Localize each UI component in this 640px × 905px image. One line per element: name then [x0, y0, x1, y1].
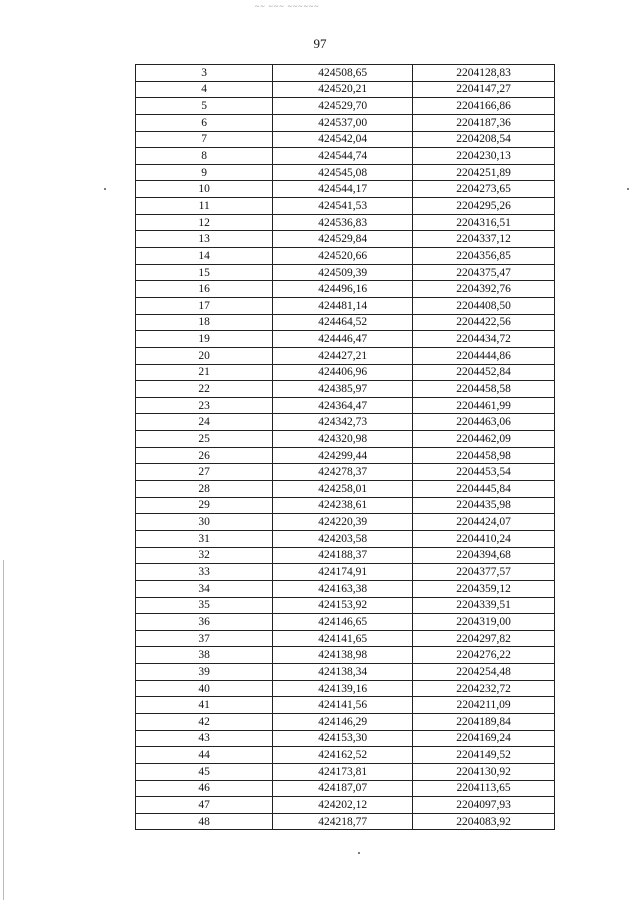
x-coordinate-cell: 424446,47 — [273, 331, 413, 348]
point-number-cell: 20 — [136, 347, 273, 364]
point-number-cell: 47 — [136, 797, 273, 814]
x-coordinate-cell: 424536,83 — [273, 214, 413, 231]
scan-speck — [627, 188, 629, 190]
y-coordinate-cell: 2204297,82 — [413, 630, 555, 647]
point-number-cell: 36 — [136, 614, 273, 631]
point-number-cell: 11 — [136, 198, 273, 215]
x-coordinate-cell: 424138,34 — [273, 664, 413, 681]
table-row — [136, 431, 555, 448]
y-coordinate-cell: 2204434,72 — [413, 331, 555, 348]
table-row — [136, 747, 555, 764]
table-row — [136, 447, 555, 464]
x-coordinate-cell: 424153,92 — [273, 597, 413, 614]
point-number-cell: 40 — [136, 680, 273, 697]
point-number-cell: 10 — [136, 181, 273, 198]
table-row — [136, 297, 555, 314]
point-number-cell: 4 — [136, 81, 273, 98]
y-coordinate-cell: 2204422,56 — [413, 314, 555, 331]
point-number-cell: 18 — [136, 314, 273, 331]
table-row — [136, 397, 555, 414]
point-number-cell: 39 — [136, 664, 273, 681]
x-coordinate-cell: 424187,07 — [273, 780, 413, 797]
point-number-cell: 48 — [136, 813, 273, 830]
point-number-cell: 3 — [136, 65, 273, 82]
point-number-cell: 42 — [136, 713, 273, 730]
y-coordinate-cell: 2204232,72 — [413, 680, 555, 697]
x-coordinate-cell: 424496,16 — [273, 281, 413, 298]
x-coordinate-cell: 424299,44 — [273, 447, 413, 464]
table-row — [136, 281, 555, 298]
table-row — [136, 780, 555, 797]
point-number-cell: 43 — [136, 730, 273, 747]
y-coordinate-cell: 2204375,47 — [413, 264, 555, 281]
x-coordinate-cell: 424542,04 — [273, 131, 413, 148]
y-coordinate-cell: 2204189,84 — [413, 713, 555, 730]
table-row — [136, 231, 555, 248]
point-number-cell: 44 — [136, 747, 273, 764]
table-row — [136, 763, 555, 780]
scan-speck — [358, 852, 360, 854]
x-coordinate-cell: 424544,17 — [273, 181, 413, 198]
x-coordinate-cell: 424218,77 — [273, 813, 413, 830]
y-coordinate-cell: 2204128,83 — [413, 65, 555, 82]
point-number-cell: 7 — [136, 131, 273, 148]
table-row — [136, 114, 555, 131]
table-row — [136, 481, 555, 498]
y-coordinate-cell: 2204337,12 — [413, 231, 555, 248]
y-coordinate-cell: 2204169,24 — [413, 730, 555, 747]
x-coordinate-cell: 424529,84 — [273, 231, 413, 248]
y-coordinate-cell: 2204149,52 — [413, 747, 555, 764]
point-number-cell: 35 — [136, 597, 273, 614]
x-coordinate-cell: 424141,56 — [273, 697, 413, 714]
y-coordinate-cell: 2204316,51 — [413, 214, 555, 231]
x-coordinate-cell: 424508,65 — [273, 65, 413, 82]
scan-edge-line — [3, 560, 4, 900]
table-row — [136, 547, 555, 564]
table-row — [136, 164, 555, 181]
y-coordinate-cell: 2204083,92 — [413, 813, 555, 830]
y-coordinate-cell: 2204410,24 — [413, 530, 555, 547]
x-coordinate-cell: 424153,30 — [273, 730, 413, 747]
x-coordinate-cell: 424464,52 — [273, 314, 413, 331]
coordinates-table — [135, 64, 555, 830]
y-coordinate-cell: 2204187,36 — [413, 114, 555, 131]
x-coordinate-cell: 424174,91 — [273, 564, 413, 581]
point-number-cell: 37 — [136, 630, 273, 647]
x-coordinate-cell: 424545,08 — [273, 164, 413, 181]
x-coordinate-cell: 424188,37 — [273, 547, 413, 564]
table-row — [136, 680, 555, 697]
y-coordinate-cell: 2204424,07 — [413, 514, 555, 531]
x-coordinate-cell: 424481,14 — [273, 297, 413, 314]
table-row — [136, 131, 555, 148]
point-number-cell: 31 — [136, 530, 273, 547]
point-number-cell: 14 — [136, 248, 273, 265]
table-row — [136, 664, 555, 681]
x-coordinate-cell: 424406,96 — [273, 364, 413, 381]
point-number-cell: 29 — [136, 497, 273, 514]
table-row — [136, 264, 555, 281]
x-coordinate-cell: 424520,21 — [273, 81, 413, 98]
y-coordinate-cell: 2204462,09 — [413, 431, 555, 448]
x-coordinate-cell: 424173,81 — [273, 763, 413, 780]
table-row — [136, 630, 555, 647]
table-row — [136, 314, 555, 331]
x-coordinate-cell: 424278,37 — [273, 464, 413, 481]
point-number-cell: 5 — [136, 98, 273, 115]
table-row — [136, 248, 555, 265]
x-coordinate-cell: 424537,00 — [273, 114, 413, 131]
scan-artifact-text: ~~ ~~~ ~~~~~~ — [255, 2, 320, 11]
y-coordinate-cell: 2204435,98 — [413, 497, 555, 514]
y-coordinate-cell: 2204359,12 — [413, 580, 555, 597]
table-row — [136, 597, 555, 614]
point-number-cell: 15 — [136, 264, 273, 281]
table-row — [136, 98, 555, 115]
point-number-cell: 28 — [136, 481, 273, 498]
y-coordinate-cell: 2204445,84 — [413, 481, 555, 498]
x-coordinate-cell: 424541,53 — [273, 198, 413, 215]
y-coordinate-cell: 2204251,89 — [413, 164, 555, 181]
table-row — [136, 697, 555, 714]
y-coordinate-cell: 2204166,86 — [413, 98, 555, 115]
x-coordinate-cell: 424258,01 — [273, 481, 413, 498]
table-row — [136, 580, 555, 597]
table-row — [136, 530, 555, 547]
point-number-cell: 25 — [136, 431, 273, 448]
point-number-cell: 33 — [136, 564, 273, 581]
x-coordinate-cell: 424162,52 — [273, 747, 413, 764]
y-coordinate-cell: 2204211,09 — [413, 697, 555, 714]
y-coordinate-cell: 2204453,54 — [413, 464, 555, 481]
point-number-cell: 41 — [136, 697, 273, 714]
table-row — [136, 364, 555, 381]
x-coordinate-cell: 424139,16 — [273, 680, 413, 697]
y-coordinate-cell: 2204276,22 — [413, 647, 555, 664]
page-number: 97 — [313, 36, 327, 51]
x-coordinate-cell: 424509,39 — [273, 264, 413, 281]
x-coordinate-cell: 424138,98 — [273, 647, 413, 664]
x-coordinate-cell: 424146,29 — [273, 713, 413, 730]
x-coordinate-cell: 424320,98 — [273, 431, 413, 448]
y-coordinate-cell: 2204339,51 — [413, 597, 555, 614]
table-row — [136, 813, 555, 830]
point-number-cell: 12 — [136, 214, 273, 231]
scan-speck — [104, 188, 106, 190]
y-coordinate-cell: 2204230,13 — [413, 148, 555, 165]
y-coordinate-cell: 2204377,57 — [413, 564, 555, 581]
x-coordinate-cell: 424141,65 — [273, 630, 413, 647]
point-number-cell: 30 — [136, 514, 273, 531]
table-row — [136, 414, 555, 431]
point-number-cell: 45 — [136, 763, 273, 780]
x-coordinate-cell: 424146,65 — [273, 614, 413, 631]
y-coordinate-cell: 2204113,65 — [413, 780, 555, 797]
x-coordinate-cell: 424427,21 — [273, 347, 413, 364]
table-row — [136, 514, 555, 531]
point-number-cell: 27 — [136, 464, 273, 481]
x-coordinate-cell: 424364,47 — [273, 397, 413, 414]
y-coordinate-cell: 2204452,84 — [413, 364, 555, 381]
y-coordinate-cell: 2204273,65 — [413, 181, 555, 198]
point-number-cell: 17 — [136, 297, 273, 314]
y-coordinate-cell: 2204097,93 — [413, 797, 555, 814]
x-coordinate-cell: 424520,66 — [273, 248, 413, 265]
x-coordinate-cell: 424163,38 — [273, 580, 413, 597]
x-coordinate-cell: 424385,97 — [273, 381, 413, 398]
y-coordinate-cell: 2204408,50 — [413, 297, 555, 314]
y-coordinate-cell: 2204461,99 — [413, 397, 555, 414]
point-number-cell: 38 — [136, 647, 273, 664]
table-row — [136, 214, 555, 231]
point-number-cell: 46 — [136, 780, 273, 797]
y-coordinate-cell: 2204130,92 — [413, 763, 555, 780]
table-row — [136, 81, 555, 98]
coordinates-table-body — [136, 65, 555, 830]
y-coordinate-cell: 2204458,98 — [413, 447, 555, 464]
x-coordinate-cell: 424529,70 — [273, 98, 413, 115]
x-coordinate-cell: 424203,58 — [273, 530, 413, 547]
table-row — [136, 331, 555, 348]
y-coordinate-cell: 2204295,26 — [413, 198, 555, 215]
y-coordinate-cell: 2204392,76 — [413, 281, 555, 298]
x-coordinate-cell: 424544,74 — [273, 148, 413, 165]
table-row — [136, 347, 555, 364]
table-row — [136, 647, 555, 664]
point-number-cell: 9 — [136, 164, 273, 181]
x-coordinate-cell: 424238,61 — [273, 497, 413, 514]
table-row — [136, 713, 555, 730]
point-number-cell: 23 — [136, 397, 273, 414]
point-number-cell: 26 — [136, 447, 273, 464]
point-number-cell: 32 — [136, 547, 273, 564]
table-row — [136, 65, 555, 82]
table-row — [136, 198, 555, 215]
x-coordinate-cell: 424342,73 — [273, 414, 413, 431]
table-row — [136, 497, 555, 514]
point-number-cell: 19 — [136, 331, 273, 348]
table-row — [136, 464, 555, 481]
y-coordinate-cell: 2204319,00 — [413, 614, 555, 631]
y-coordinate-cell: 2204254,48 — [413, 664, 555, 681]
y-coordinate-cell: 2204444,86 — [413, 347, 555, 364]
table-row — [136, 797, 555, 814]
table-row — [136, 181, 555, 198]
table-row — [136, 148, 555, 165]
table-row — [136, 381, 555, 398]
point-number-cell: 8 — [136, 148, 273, 165]
y-coordinate-cell: 2204208,54 — [413, 131, 555, 148]
point-number-cell: 34 — [136, 580, 273, 597]
y-coordinate-cell: 2204356,85 — [413, 248, 555, 265]
x-coordinate-cell: 424220,39 — [273, 514, 413, 531]
point-number-cell: 16 — [136, 281, 273, 298]
point-number-cell: 13 — [136, 231, 273, 248]
point-number-cell: 22 — [136, 381, 273, 398]
y-coordinate-cell: 2204147,27 — [413, 81, 555, 98]
y-coordinate-cell: 2204458,58 — [413, 381, 555, 398]
table-row — [136, 564, 555, 581]
point-number-cell: 24 — [136, 414, 273, 431]
y-coordinate-cell: 2204463,06 — [413, 414, 555, 431]
x-coordinate-cell: 424202,12 — [273, 797, 413, 814]
table-row — [136, 730, 555, 747]
point-number-cell: 21 — [136, 364, 273, 381]
y-coordinate-cell: 2204394,68 — [413, 547, 555, 564]
table-row — [136, 614, 555, 631]
point-number-cell: 6 — [136, 114, 273, 131]
